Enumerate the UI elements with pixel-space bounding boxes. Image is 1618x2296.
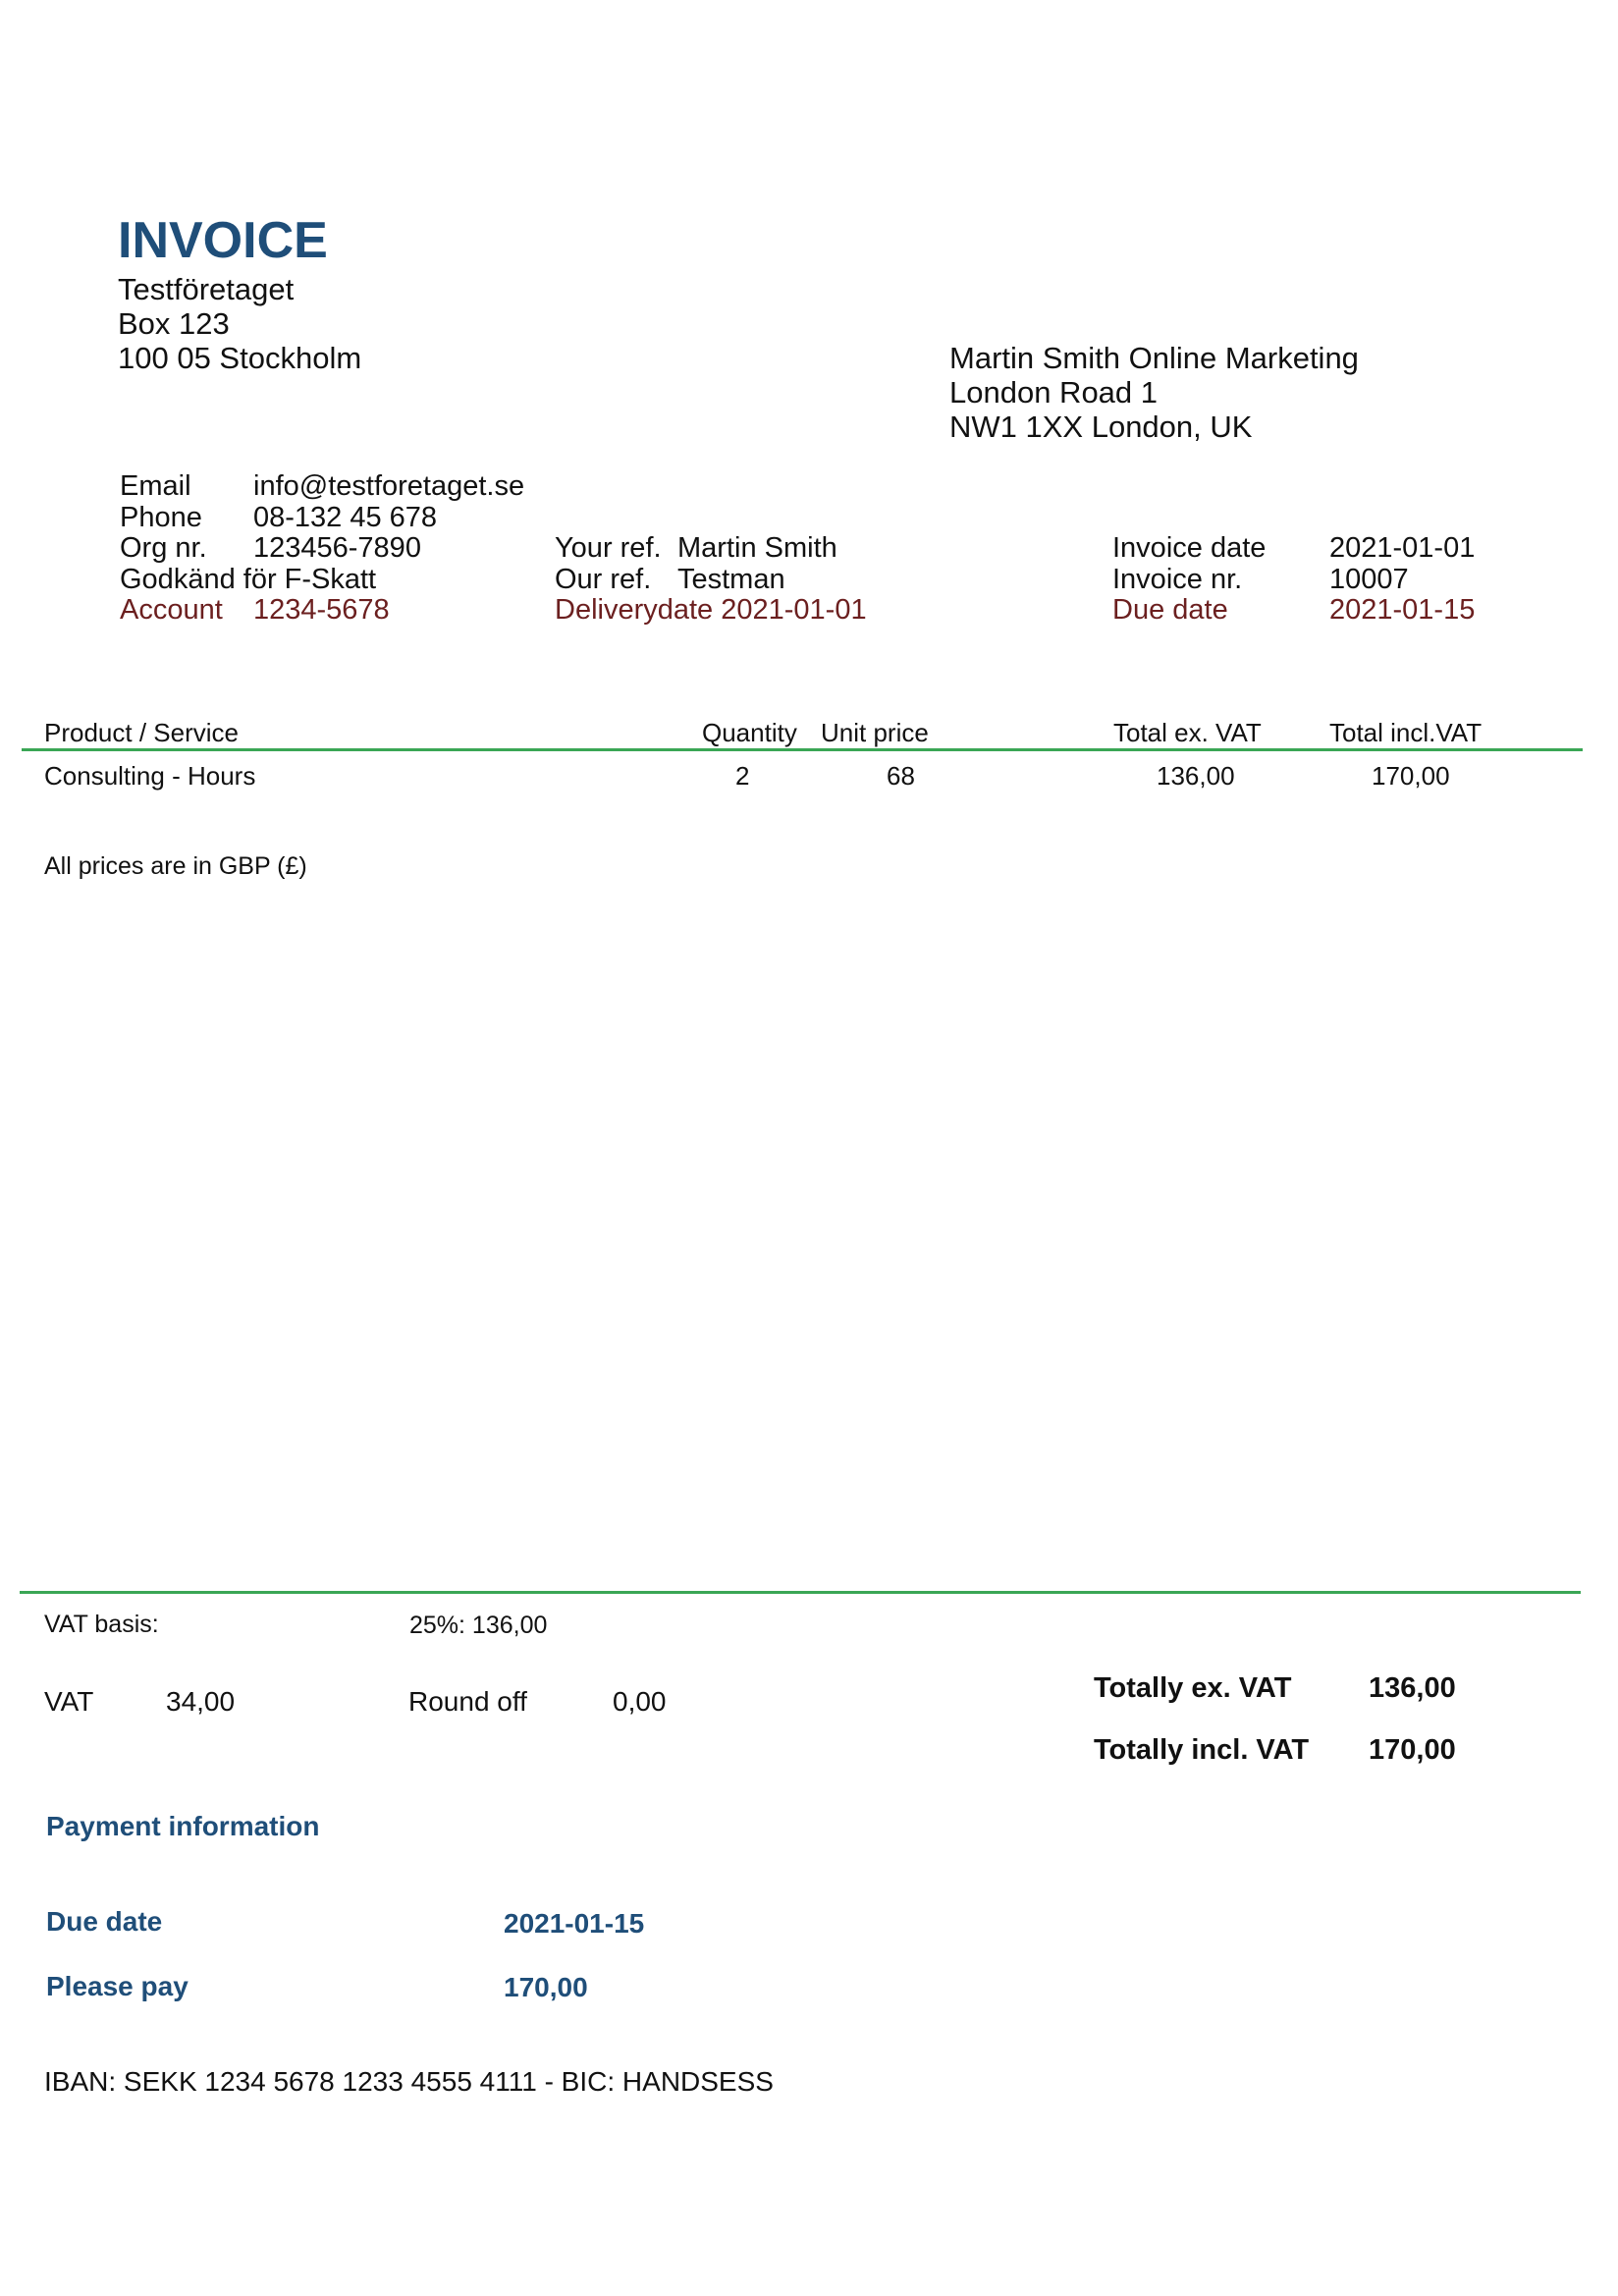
cell-product: Consulting - Hours	[44, 761, 256, 791]
summary-divider	[20, 1591, 1581, 1594]
totals-block	[1094, 1658, 1456, 1781]
iban-bic-line: IBAN: SEKK 1234 5678 1233 4555 4111 - BIC: HANDSESS	[44, 2066, 774, 2097]
total-ex-vat-row	[1094, 1658, 1456, 1720]
delivery-date-value: 2021-01-01	[721, 594, 867, 626]
col-header-product: Product / Service	[44, 718, 239, 747]
total-incl-vat-label: Totally incl. VAT	[1094, 1734, 1310, 1766]
account-value: 1234-5678	[253, 594, 390, 626]
fskatt-text: Godkänd för F-Skatt	[120, 563, 377, 595]
total-ex-vat-label: Totally ex. VAT	[1094, 1672, 1292, 1704]
due-date-label: Due date	[1112, 594, 1228, 626]
total-incl-vat-row	[1094, 1720, 1456, 1781]
total-ex-vat-value: 136,00	[1369, 1672, 1456, 1704]
email-label: Email	[120, 470, 191, 502]
recipient-name: Martin Smith Online Marketing	[949, 341, 1359, 375]
total-incl-vat-value: 170,00	[1369, 1734, 1456, 1766]
vat-basis-label: VAT basis:	[44, 1611, 159, 1638]
our-ref-row	[555, 565, 867, 596]
payment-info-title: Payment information	[46, 1811, 320, 1841]
payment-due-date-value: 2021-01-15	[504, 1908, 645, 1939]
payment-due-date-label: Due date	[46, 1906, 163, 1937]
col-header-unit-price: Unit price	[821, 718, 929, 747]
vat-label: VAT	[44, 1686, 94, 1717]
your-ref-value: Martin Smith	[677, 532, 837, 564]
round-off-label: Round off	[408, 1686, 527, 1717]
delivery-date-label: Deliverydate	[555, 594, 714, 626]
due-date-row	[1112, 595, 1475, 627]
recipient-address-line1: London Road 1	[949, 375, 1159, 410]
our-ref-value: Testman	[677, 563, 785, 595]
invoice-date-value: 2021-01-01	[1329, 532, 1476, 564]
cell-total-incl-vat: 170,00	[1372, 761, 1450, 791]
due-date-value: 2021-01-15	[1329, 594, 1476, 626]
col-header-total-ex-vat: Total ex. VAT	[1113, 718, 1262, 747]
delivery-date-row	[555, 595, 867, 627]
invoice-date-row	[1112, 533, 1475, 565]
recipient-address	[949, 341, 1359, 444]
please-pay-value: 170,00	[504, 1972, 588, 2002]
invoice-nr-label: Invoice nr.	[1112, 563, 1243, 595]
sender-name: Testföretaget	[118, 272, 295, 306]
org-label: Org nr.	[120, 532, 207, 564]
cell-quantity: 2	[735, 761, 750, 791]
recipient-address-line2: NW1 1XX London, UK	[949, 410, 1253, 444]
cell-total-ex-vat: 136,00	[1157, 761, 1235, 791]
invoice-date-label: Invoice date	[1112, 532, 1267, 564]
org-value: 123456-7890	[253, 532, 421, 564]
invoice-title: INVOICE	[118, 212, 328, 269]
col-header-total-incl-vat: Total incl.VAT	[1329, 718, 1483, 747]
cell-unit-price: 68	[887, 761, 915, 791]
phone-value: 08-132 45 678	[253, 501, 438, 533]
phone-label: Phone	[120, 501, 202, 533]
vat-basis-value: 25%: 136,00	[409, 1612, 548, 1639]
account-label: Account	[120, 594, 223, 626]
col-header-quantity: Quantity	[702, 718, 797, 747]
email-value: info@testforetaget.se	[253, 470, 525, 502]
our-ref-label: Our ref.	[555, 563, 652, 595]
please-pay-label: Please pay	[46, 1971, 189, 2001]
invoice-dates-block	[1112, 533, 1475, 627]
round-off-value: 0,00	[613, 1686, 667, 1717]
currency-note: All prices are in GBP (£)	[44, 852, 307, 880]
your-ref-row	[555, 533, 867, 565]
references-block	[555, 533, 867, 627]
invoice-nr-row	[1112, 565, 1475, 596]
fskatt-row	[120, 565, 524, 596]
your-ref-label: Your ref.	[555, 532, 662, 564]
vat-value: 34,00	[166, 1686, 236, 1717]
sender-contact-block	[120, 471, 524, 627]
email-row	[120, 471, 524, 503]
invoice-nr-value: 10007	[1329, 563, 1409, 595]
table-header-divider	[22, 748, 1583, 751]
phone-row	[120, 503, 524, 534]
sender-address-line1: Box 123	[118, 306, 230, 341]
sender-address-line2: 100 05 Stockholm	[118, 341, 362, 375]
account-row	[120, 595, 524, 627]
sender-address	[118, 272, 361, 375]
org-row	[120, 533, 524, 565]
